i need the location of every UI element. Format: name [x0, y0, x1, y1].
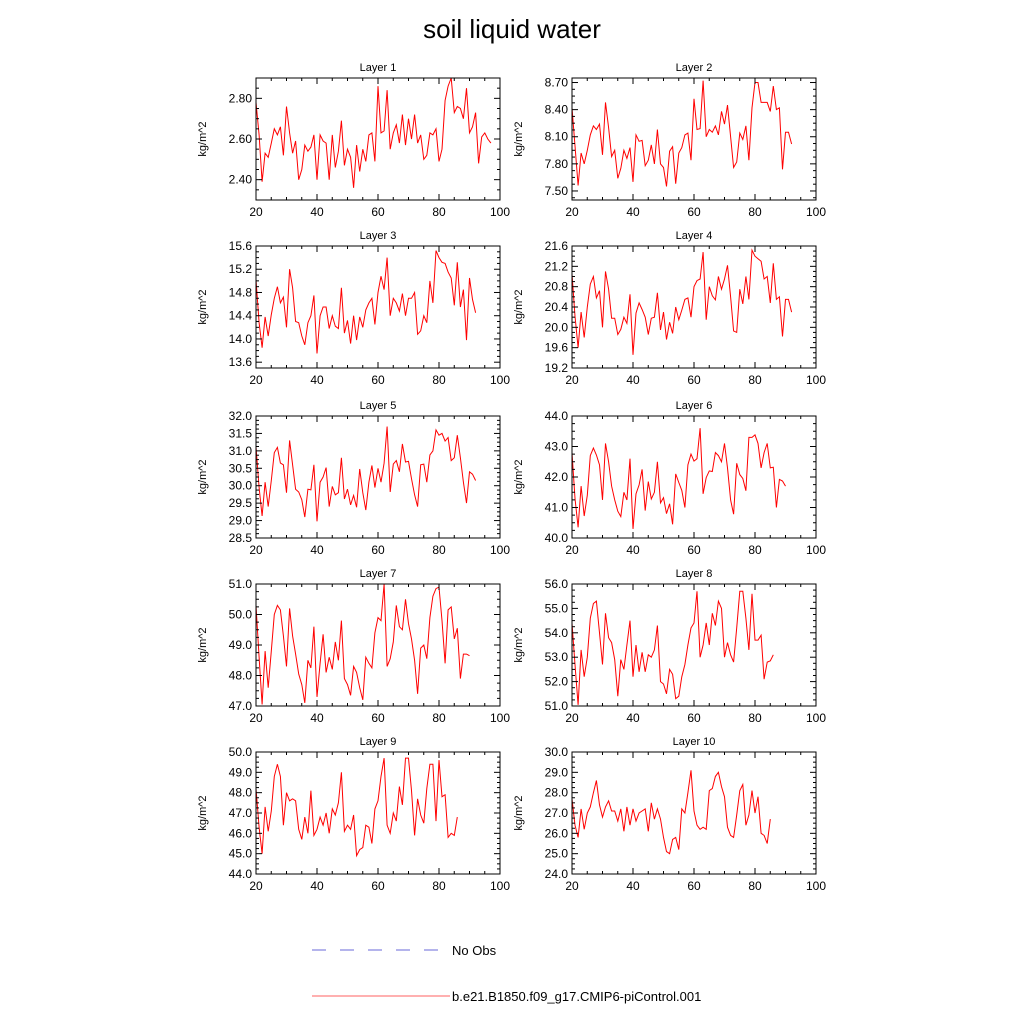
panel-layer-2 [513, 62, 826, 219]
series-line [572, 770, 770, 853]
x-tick-label: 100 [805, 373, 827, 387]
y-tick-label: 43.0 [544, 439, 568, 454]
x-tick-label: 100 [489, 711, 511, 725]
chart-title: soil liquid water [423, 14, 601, 44]
y-tick-label: 26.0 [544, 826, 568, 841]
x-tick-label: 40 [626, 205, 640, 219]
y-tick-label: 20.4 [544, 300, 568, 314]
panel-layer-7 [197, 568, 510, 725]
series-line [256, 758, 457, 856]
x-tick-label: 20 [565, 205, 579, 219]
y-tick-label: 20.0 [544, 320, 568, 335]
x-tick-label: 60 [371, 879, 385, 893]
panel-layer-4 [513, 230, 826, 387]
series-line [256, 584, 470, 705]
y-tick-label: 52.0 [544, 674, 568, 689]
y-tick-label: 53.0 [544, 650, 568, 665]
y-tick-label: 13.6 [228, 355, 252, 370]
panel-layer-10 [513, 736, 826, 893]
x-tick-label: 20 [249, 205, 263, 219]
y-tick-label: 31.0 [228, 443, 252, 458]
series-line [572, 428, 786, 529]
y-tick-label: 47.0 [228, 699, 252, 713]
y-tick-label: 44.0 [228, 867, 252, 881]
x-tick-label: 80 [748, 711, 762, 725]
y-tick-label: 8.10 [544, 129, 568, 144]
x-tick-label: 20 [249, 879, 263, 893]
x-tick-label: 80 [432, 711, 446, 725]
panel-title: Layer 5 [359, 400, 397, 412]
y-tick-label: 8.40 [544, 102, 568, 117]
x-tick-label: 100 [805, 543, 827, 557]
y-axis-label: kg/m^2 [197, 121, 209, 157]
y-tick-label: 30.5 [228, 461, 252, 476]
x-tick-label: 20 [249, 711, 263, 725]
x-tick-label: 40 [310, 879, 324, 893]
panel-title: Layer 8 [675, 568, 713, 580]
y-axis-label: kg/m^2 [197, 289, 209, 325]
x-tick-label: 80 [432, 543, 446, 557]
y-tick-label: 15.6 [228, 239, 252, 253]
y-tick-label: 41.0 [544, 500, 568, 515]
plot-frame [572, 246, 816, 368]
plot-frame [256, 752, 500, 874]
panel-title: Layer 1 [359, 62, 397, 74]
plot-frame [572, 416, 816, 538]
x-tick-label: 20 [565, 543, 579, 557]
x-tick-label: 40 [626, 879, 640, 893]
y-tick-label: 49.0 [228, 638, 252, 652]
y-tick-label: 27.0 [544, 806, 568, 820]
y-tick-label: 47.0 [228, 806, 252, 820]
x-tick-label: 20 [249, 543, 263, 557]
x-tick-label: 60 [371, 711, 385, 725]
x-tick-label: 40 [626, 711, 640, 725]
panel-title: Layer 3 [359, 230, 397, 242]
y-tick-label: 7.50 [544, 183, 568, 198]
x-tick-label: 60 [371, 373, 385, 387]
y-tick-label: 19.6 [544, 340, 568, 355]
plot-frame [572, 78, 816, 200]
x-tick-label: 100 [805, 205, 827, 219]
x-tick-label: 80 [432, 879, 446, 893]
x-tick-label: 100 [805, 879, 827, 893]
x-tick-label: 60 [687, 879, 701, 893]
x-tick-label: 20 [249, 373, 263, 387]
x-tick-label: 40 [310, 205, 324, 219]
x-tick-label: 60 [687, 205, 701, 219]
panel-layer-1 [197, 62, 510, 219]
x-tick-label: 60 [371, 205, 385, 219]
plot-frame [256, 416, 500, 538]
y-tick-label: 54.0 [544, 625, 568, 640]
y-tick-label: 31.5 [228, 426, 252, 441]
x-tick-label: 40 [310, 711, 324, 725]
x-tick-label: 100 [489, 879, 511, 893]
series-line [256, 427, 476, 522]
y-tick-label: 14.4 [228, 308, 252, 323]
y-tick-label: 14.8 [228, 285, 252, 300]
y-tick-label: 2.80 [228, 91, 252, 106]
panel-title: Layer 10 [672, 736, 716, 748]
panel-title: Layer 4 [675, 230, 713, 242]
y-tick-label: 44.0 [544, 409, 568, 423]
panel-layer-8 [513, 568, 826, 725]
plot-frame [256, 246, 500, 368]
y-tick-label: 21.6 [544, 239, 568, 253]
y-tick-label: 48.0 [228, 668, 252, 683]
y-tick-label: 29.0 [544, 765, 568, 780]
y-tick-label: 25.0 [544, 846, 568, 861]
x-tick-label: 80 [432, 373, 446, 387]
y-tick-label: 42.0 [544, 470, 568, 484]
y-tick-label: 7.80 [544, 156, 568, 171]
plot-frame [256, 584, 500, 706]
series-line [572, 591, 773, 705]
x-tick-label: 100 [489, 205, 511, 219]
panel-title: Layer 2 [675, 62, 713, 74]
y-tick-label: 40.0 [544, 531, 568, 545]
x-tick-label: 60 [687, 711, 701, 725]
y-tick-label: 28.0 [544, 785, 568, 800]
y-axis-label: kg/m^2 [513, 795, 525, 831]
y-tick-label: 32.0 [228, 409, 252, 423]
x-tick-label: 40 [626, 543, 640, 557]
x-tick-label: 40 [626, 373, 640, 387]
y-axis-label: kg/m^2 [513, 121, 525, 157]
panel-title: Layer 9 [359, 736, 397, 748]
x-tick-label: 80 [748, 543, 762, 557]
y-tick-label: 21.2 [544, 259, 568, 274]
x-tick-label: 20 [565, 711, 579, 725]
x-tick-label: 80 [748, 879, 762, 893]
x-tick-label: 60 [687, 543, 701, 557]
y-tick-label: 48.0 [228, 785, 252, 800]
panel-title: Layer 6 [675, 400, 713, 412]
panel-layer-3 [197, 230, 510, 387]
y-tick-label: 24.0 [544, 867, 568, 881]
y-tick-label: 2.40 [228, 172, 252, 187]
y-axis-label: kg/m^2 [197, 627, 209, 663]
series-line [256, 251, 476, 354]
y-axis-label: kg/m^2 [197, 795, 209, 831]
x-tick-label: 20 [565, 373, 579, 387]
y-tick-label: 56.0 [544, 577, 568, 591]
y-tick-label: 46.0 [228, 826, 252, 841]
legend-obs-label: No Obs [452, 943, 497, 958]
series-line [572, 250, 792, 355]
plot-frame [572, 584, 816, 706]
x-tick-label: 60 [687, 373, 701, 387]
y-axis-label: kg/m^2 [197, 459, 209, 495]
panel-layer-9 [197, 736, 510, 893]
y-tick-label: 19.2 [544, 361, 568, 375]
legend-model-label: b.e21.B1850.f09_g17.CMIP6-piControl.001 [452, 989, 702, 1004]
y-tick-label: 29.5 [228, 496, 252, 511]
panel-title: Layer 7 [359, 568, 397, 580]
y-axis-label: kg/m^2 [513, 459, 525, 495]
x-tick-label: 60 [371, 543, 385, 557]
y-tick-label: 20.8 [544, 279, 568, 294]
x-tick-label: 40 [310, 373, 324, 387]
x-tick-label: 80 [748, 373, 762, 387]
y-tick-label: 49.0 [228, 765, 252, 780]
x-tick-label: 40 [310, 543, 324, 557]
y-tick-label: 51.0 [228, 577, 252, 591]
panel-layer-5 [197, 400, 510, 557]
y-tick-label: 2.60 [228, 132, 252, 146]
y-tick-label: 8.70 [544, 75, 568, 90]
x-tick-label: 20 [565, 879, 579, 893]
y-tick-label: 14.0 [228, 331, 252, 346]
y-tick-label: 28.5 [228, 531, 252, 545]
y-tick-label: 30.0 [228, 478, 252, 493]
panel-layer-6 [513, 400, 826, 557]
y-tick-label: 50.0 [228, 607, 252, 622]
y-tick-label: 55.0 [544, 601, 568, 616]
y-tick-label: 50.0 [228, 745, 252, 759]
x-tick-label: 100 [489, 543, 511, 557]
y-axis-label: kg/m^2 [513, 289, 525, 325]
series-line [572, 81, 792, 187]
y-axis-label: kg/m^2 [513, 627, 525, 663]
y-tick-label: 51.0 [544, 699, 568, 713]
series-line [256, 78, 491, 188]
x-tick-label: 80 [748, 205, 762, 219]
y-tick-label: 15.2 [228, 262, 252, 277]
y-tick-label: 30.0 [544, 745, 568, 759]
x-tick-label: 80 [432, 205, 446, 219]
x-tick-label: 100 [805, 711, 827, 725]
y-tick-label: 29.0 [228, 513, 252, 528]
y-tick-label: 45.0 [228, 846, 252, 861]
x-tick-label: 100 [489, 373, 511, 387]
